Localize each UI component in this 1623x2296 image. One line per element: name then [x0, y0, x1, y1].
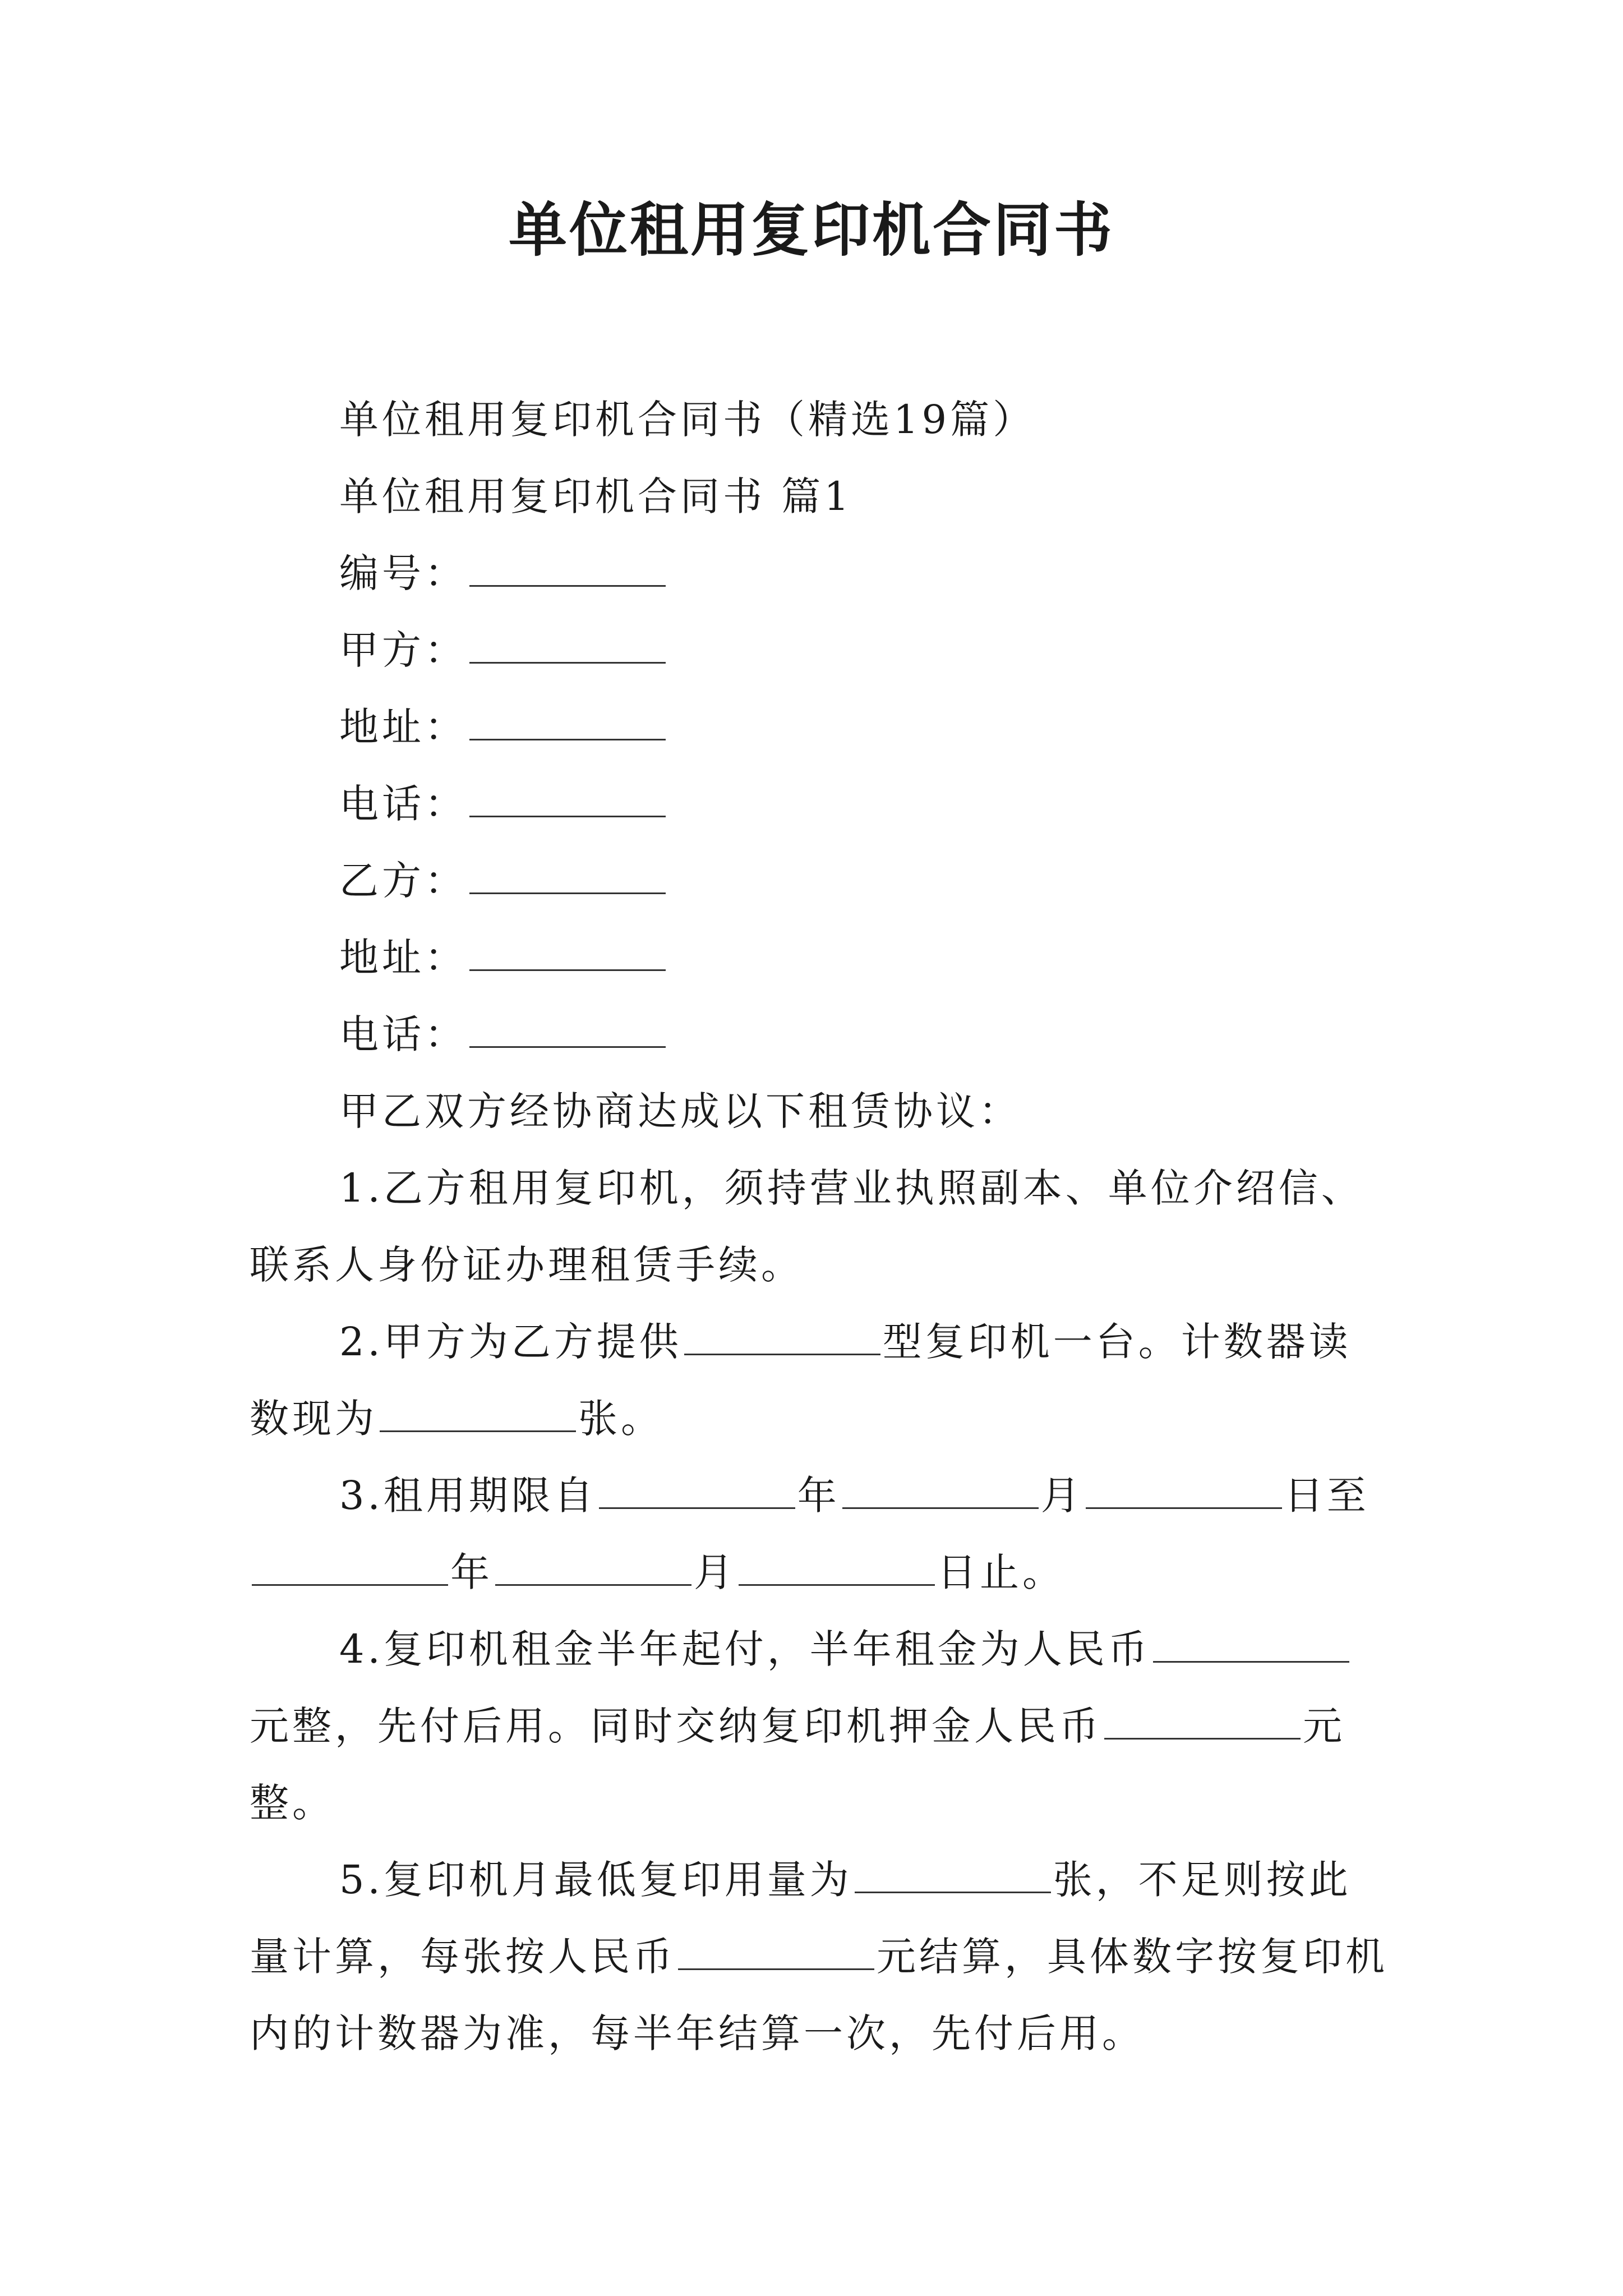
field-party-a: [250, 612, 1394, 689]
field-label: 地址：: [339, 704, 467, 750]
field-phone-a: [250, 766, 1394, 843]
field-address-b: [250, 919, 1394, 996]
field-label: 甲方：: [339, 627, 467, 673]
clause-text: 型复印机一台。计数器读数现为: [250, 1319, 1352, 1442]
blank-line: [739, 1545, 935, 1586]
clause-4: [250, 1611, 1394, 1842]
clause-text: 张，不足则按此量计算，每张按人民币: [250, 1857, 1352, 1980]
blank-line: [469, 700, 666, 740]
section-heading: 单位租用复印机合同书 篇1: [339, 473, 852, 519]
blank-line: [469, 546, 666, 587]
blank-line: [469, 853, 666, 894]
field-label: 编号：: [339, 550, 467, 596]
clause-text: 2.甲方为乙方提供: [339, 1319, 682, 1365]
field-phone-b: [250, 996, 1394, 1073]
clause-text: 日止。: [937, 1549, 1065, 1595]
field-label: 乙方：: [339, 858, 467, 904]
blank-line: [469, 623, 666, 664]
field-label: 电话：: [339, 1011, 467, 1057]
blank-line: [469, 930, 666, 971]
field-party-b: [250, 843, 1394, 919]
blank-line: [684, 1314, 880, 1355]
blank-line: [469, 776, 666, 817]
clause-text: 元结算，具体数字按复印机内的计数器为准，每半年结算一次，先付后用。: [250, 1934, 1388, 2056]
blank-line: [469, 1007, 666, 1048]
blank-line: [1086, 1468, 1282, 1509]
blank-line: [855, 1852, 1051, 1893]
clause-text: 日至: [1284, 1473, 1370, 1519]
field-label: 电话：: [339, 781, 467, 827]
field-address-a: [250, 689, 1394, 766]
document-body: [250, 381, 1394, 2072]
blank-line: [1153, 1622, 1349, 1663]
blank-line: [678, 1929, 874, 1970]
blank-line: [252, 1545, 448, 1586]
clause-1: 1.乙方租用复印机，须持营业执照副本、单位介绍信、联系人身份证办理租赁手续。: [250, 1165, 1364, 1288]
blank-line: [842, 1468, 1039, 1509]
clause-text: 4.复印机租金半年起付，半年租金为人民币: [339, 1626, 1151, 1672]
field-label: 地址：: [339, 935, 467, 981]
clause-3: [250, 1457, 1394, 1611]
clause-text: 3.租用期限自: [339, 1473, 597, 1519]
intro-text: 甲乙双方经协商达成以下租赁协议：: [339, 1088, 1021, 1134]
document-title: 单位租用复印机合同书: [508, 195, 1114, 264]
clause-text: 张。: [578, 1396, 663, 1442]
blank-line: [495, 1545, 691, 1586]
clause-text: 年: [797, 1473, 840, 1519]
clause-text: 年: [450, 1549, 493, 1595]
blank-line: [380, 1391, 576, 1432]
subtitle: 单位租用复印机合同书（精选19篇）: [339, 397, 1036, 443]
clause-text: 月: [694, 1549, 736, 1595]
clause-2: [250, 1304, 1394, 1457]
field-number: [250, 535, 1394, 612]
clause-text: 月: [1040, 1473, 1083, 1519]
blank-line: [1104, 1699, 1301, 1740]
clause-5: [250, 1842, 1394, 2072]
clause-text: 元整。: [250, 1703, 1345, 1826]
blank-line: [599, 1468, 795, 1509]
clause-text: 元整，先付后用。同时交纳复印机押金人民币: [250, 1703, 1102, 1749]
clause-text: 5.复印机月最低复印用量为: [339, 1857, 852, 1903]
